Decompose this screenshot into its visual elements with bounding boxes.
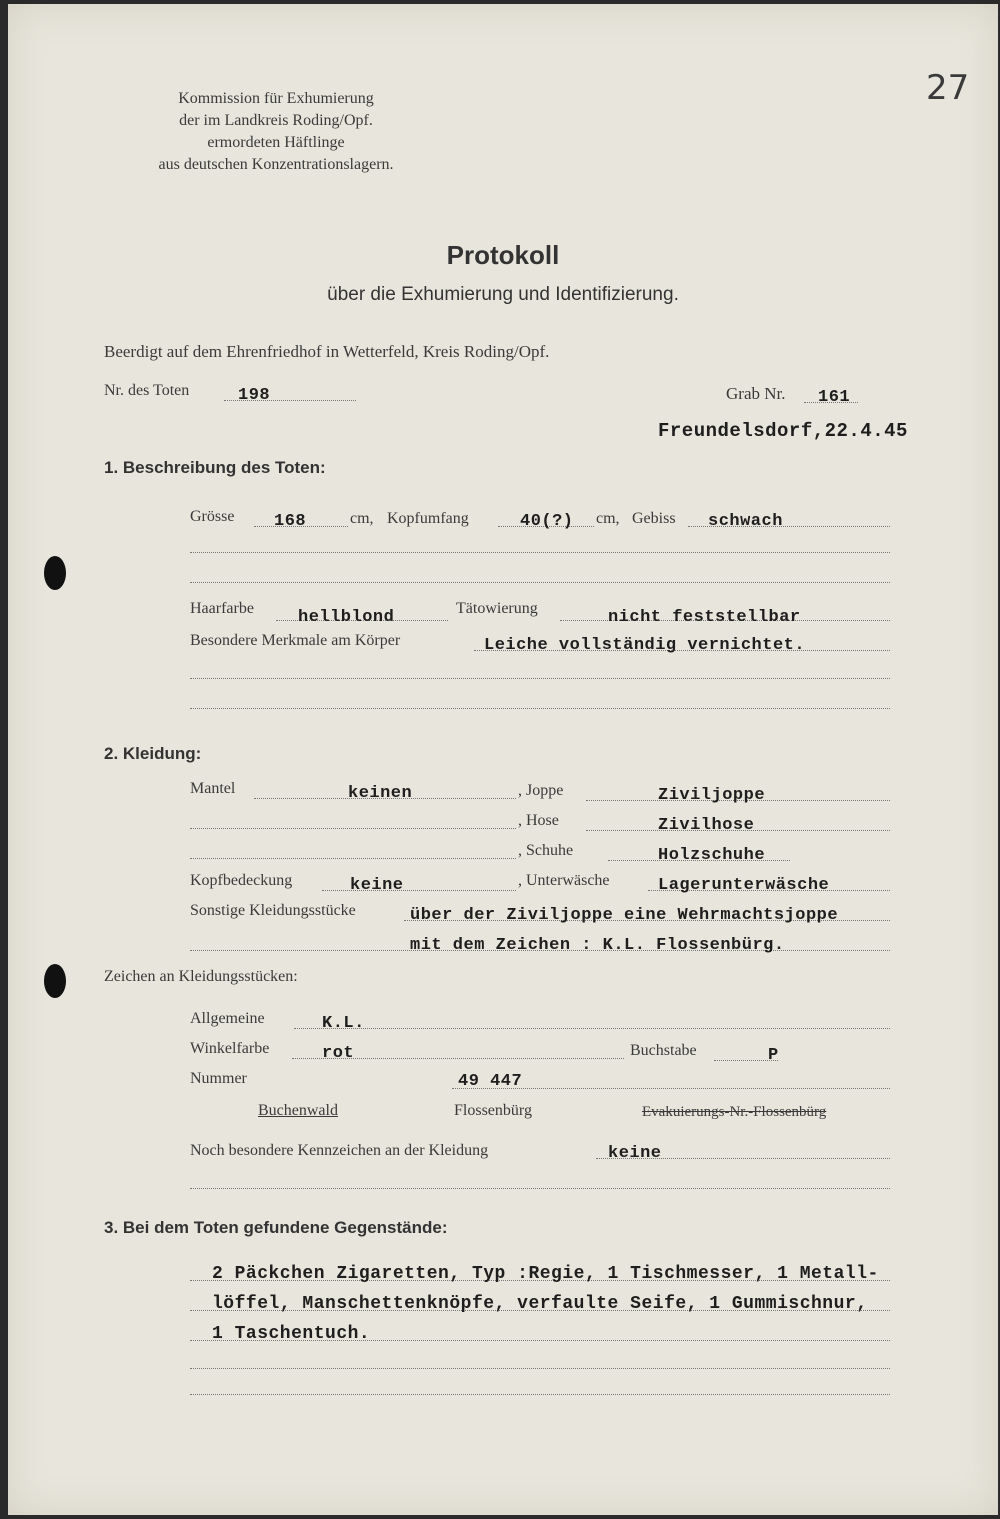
merkmale-label: Besondere Merkmale am Körper (190, 632, 401, 649)
commission-line: aus deutschen Konzentrationslagern. (158, 156, 394, 173)
kopfumfang-value: 40(?) (520, 512, 574, 531)
kopf-label: Kopfbedeckung (190, 872, 293, 889)
section2-heading: 2. Kleidung: (104, 744, 202, 763)
section3-heading: 3. Bei dem Toten gefundene Gegenstände: (104, 1218, 448, 1237)
commission-line: der im Landkreis Roding/Opf. (179, 112, 373, 129)
option-evakuierung: Evakuierungs-Nr.-Flossenbürg (642, 1104, 827, 1120)
kopfumfang-label: Kopfumfang (387, 510, 469, 527)
haarfarbe-value: hellblond (298, 608, 395, 627)
commission-line: ermordeten Häftlinge (207, 134, 345, 151)
noch-value: keine (608, 1144, 662, 1163)
winkel-label: Winkelfarbe (190, 1040, 270, 1057)
allgemeine-value: K.L. (322, 1014, 365, 1033)
nummer-label: Nummer (190, 1070, 247, 1087)
sonstige-label: Sonstige Kleidungsstücke (190, 902, 356, 919)
items-line-1: 2 Päckchen Zigaretten, Typ :Regie, 1 Tischmesser, 1 Metall- (212, 1264, 879, 1284)
nummer-value: 49 447 (458, 1072, 523, 1091)
allgemeine-label: Allgemeine (190, 1010, 265, 1027)
cm-label-2: cm, (596, 510, 620, 527)
page-number: 27 (926, 68, 970, 108)
burial-line: Beerdigt auf dem Ehrenfriedhof in Wetterfeld, Kreis Roding/Opf. (104, 342, 550, 361)
grab-value: 161 (818, 388, 851, 407)
nr-value: 198 (238, 386, 271, 405)
groesse-value: 168 (274, 512, 307, 531)
grab-label: Grab Nr. (726, 384, 786, 403)
document-page (8, 4, 998, 1515)
option-flossenbuerg: Flossenbürg (454, 1102, 532, 1119)
hose-label: , Hose (518, 812, 559, 829)
unter-value: Lagerunterwäsche (658, 876, 830, 895)
page-subtitle: über die Exhumierung und Identifizierung. (327, 284, 679, 305)
schuhe-value: Holzschuhe (658, 846, 766, 865)
merkmale-value: Leiche vollständig vernichtet. (484, 636, 806, 655)
gebiss-label: Gebiss (632, 510, 676, 527)
place-date: Freundelsdorf,22.4.45 (658, 420, 908, 442)
items-line-3: 1 Taschentuch. (212, 1324, 371, 1344)
unter-label: , Unterwäsche (518, 872, 610, 889)
punch-hole-bottom (44, 964, 66, 998)
page-title: Protokoll (446, 240, 560, 270)
buchstabe-value: P (768, 1046, 779, 1065)
schuhe-label: , Schuhe (518, 842, 574, 859)
cm-label-1: cm, (350, 510, 374, 527)
sonstige-value-2: mit dem Zeichen : K.L. Flossenbürg. (410, 936, 785, 955)
option-buchenwald: Buchenwald (258, 1102, 338, 1119)
section1-heading: 1. Beschreibung des Toten: (104, 458, 326, 477)
gebiss-value: schwach (708, 512, 783, 531)
sonstige-value-1: über der Ziviljoppe eine Wehrmachtsjoppe (410, 906, 839, 925)
taetowierung-label: Tätowierung (456, 600, 538, 617)
commission-line: Kommission für Exhumierung (178, 90, 374, 107)
commission-header (116, 88, 436, 176)
joppe-value: Ziviljoppe (658, 786, 766, 805)
zeichen-heading: Zeichen an Kleidungsstücken: (104, 968, 298, 985)
nr-label: Nr. des Toten (104, 382, 190, 399)
punch-hole-top (44, 556, 66, 590)
mantel-value: keinen (348, 784, 413, 803)
hose-value: Zivilhose (658, 816, 755, 835)
groesse-label: Grösse (190, 508, 235, 525)
haarfarbe-label: Haarfarbe (190, 600, 254, 617)
kopf-value: keine (350, 876, 404, 895)
taetowierung-value: nicht feststellbar (608, 608, 801, 627)
mantel-label: Mantel (190, 780, 236, 797)
winkel-value: rot (322, 1044, 355, 1063)
joppe-label: , Joppe (518, 782, 564, 799)
items-line-2: löffel, Manschettenknöpfe, verfaulte Seife, 1 Gummischnur, (212, 1294, 868, 1314)
noch-label: Noch besondere Kennzeichen an der Kleidung (190, 1142, 489, 1159)
buchstabe-label: Buchstabe (630, 1042, 697, 1059)
